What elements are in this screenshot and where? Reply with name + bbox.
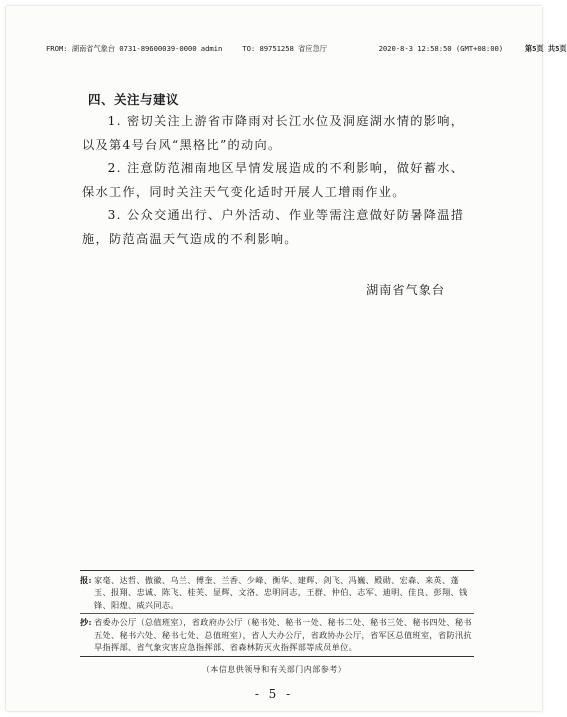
section-title: 四、关注与建议: [88, 92, 180, 107]
copy-row: [80, 616, 474, 653]
fax-header: [46, 44, 567, 54]
fax-timestamp: 2020-8-3 12:58:50 (GMT+08:00): [378, 44, 504, 53]
signature: 湖南省气象台: [366, 283, 446, 297]
report-row: [80, 574, 474, 611]
fax-to: TO: 89751258 省应急厅: [242, 44, 327, 53]
report-text: 家毫、达哲、傲徽、乌兰、傅奎、兰香、少峰、衡华、建辉、剑飞、冯巍、殿勋、宏森、来英、蓬玉、报翔、忠诚、陈飞、桂芙、显辉、文洛、忠明同志，王群、仲伯、志军、迪明、佳良、彭翔、钱锋、阳煌、威兴同志。: [94, 575, 468, 610]
footnote: （本信息供领导和有关部门内部参考）: [201, 665, 347, 674]
distribution-divider: [80, 613, 474, 614]
document-page: [6, 6, 567, 711]
paragraph-3: 3. 公众交通出行、户外活动、作业等需注意做好防暑降温措施，防范高温天气造成的不利影响。: [82, 208, 465, 246]
report-label: 报:: [80, 575, 92, 585]
paragraph-1: 1. 密切关注上游省市降雨对长江水位及洞庭湖水情的影响，以及第4号台风“黑格比”的动向。: [82, 114, 465, 152]
distribution-block: [80, 570, 474, 657]
fax-page-count: 第5页 共5页: [524, 44, 567, 53]
copy-text: 省委办公厅（总值班室），省政府办公厅（秘书处、秘书一处、秘书二处、秘书三处、秘书四处、秘书五处、秘书六处、秘书七处、总值班室），省人大办公厅，省政协办公厅，省军区总值班室，省防汛抗旱指挥部、省气象灾害应急指挥部、省森林防灭火指挥部等成员单位。: [94, 617, 472, 653]
body-text: [82, 110, 472, 251]
copy-label: 抄:: [80, 617, 92, 628]
fax-from: FROM: 湖南省气象台 0731-89600039-0000 admin: [46, 44, 223, 53]
page-number: - 5 -: [254, 687, 294, 701]
paragraph-2: 2. 注意防范湘南地区旱情发展造成的不利影响，做好蓄水、保水工作，同时关注天气变化适时开展人工增雨作业。: [82, 161, 465, 199]
